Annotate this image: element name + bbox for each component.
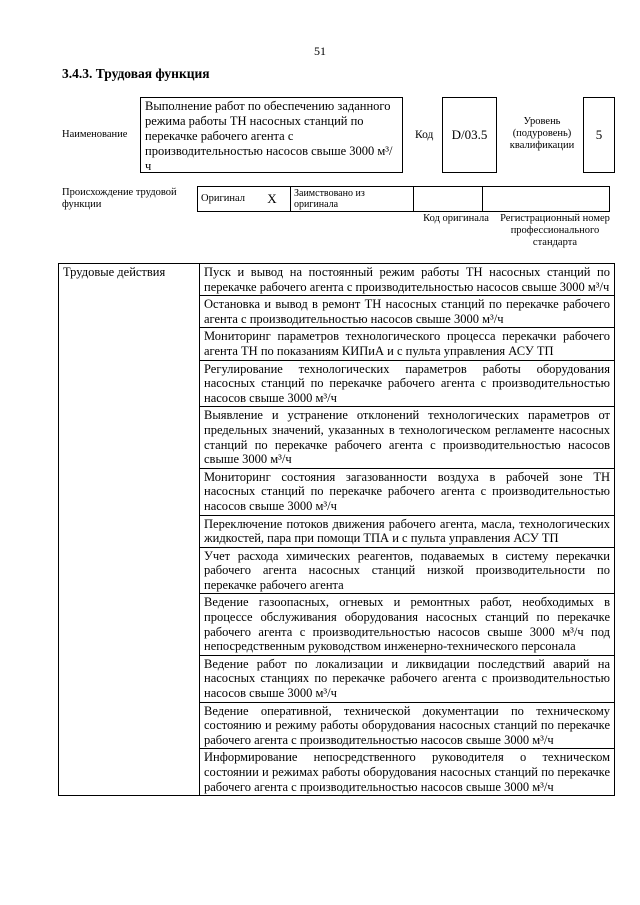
function-name-value: Выполнение работ по обеспечению заданного режима работы ТН насосных станций по перекачке рабочего агента с производительностью насосов свыше 3000 м³/ч xyxy=(140,97,403,173)
origin-code-cell xyxy=(414,187,483,212)
labor-action-item: Регулирование технологических параметров работы оборудования насосных станций по перекачке рабочего агента с производительностью насосов свыше 3000 м³/ч xyxy=(200,360,615,407)
labor-action-item: Пуск и вывод на постоянный режим работы ТН насосных станций по перекачке рабочего агента с производительностью насосов свыше 3000 м³/ч xyxy=(200,264,615,296)
labor-action-item: Мониторинг состояния загазованности воздуха в рабочей зоне ТН насосных станций по перекачке рабочего агента с производительностью насосов свыше 3000 м³/ч xyxy=(200,468,615,515)
level-label: Уровень (подуровень) квалификации xyxy=(509,116,575,151)
origin-reg-cell xyxy=(483,187,610,212)
labor-actions-label: Трудовые действия xyxy=(59,264,200,796)
labor-action-item: Учет расхода химических реагентов, подаваемых в систему перекачки рабочего агента насосных станций низкой производительности по перекачке рабочего агента xyxy=(200,547,615,594)
labor-action-item: Мониторинг параметров технологического процесса перекачки рабочего агента ТН по показаниям КИПиА и с пульта управления АСУ ТП xyxy=(200,328,615,360)
code-label: Код xyxy=(415,129,434,141)
labor-action-item: Ведение оперативной, технической документации по техническому состоянию и режиму работы оборудования насосных станций по перекачке рабочего агента с производительностью насосов свыше 3000 м³/ч xyxy=(200,702,615,749)
page-number: 51 xyxy=(314,44,326,58)
origin-reg-caption: Регистрационный номер профессионального стандарта xyxy=(500,213,610,248)
original-mark: X xyxy=(254,187,291,212)
labor-action-row xyxy=(59,264,615,296)
code-value: D/03.5 xyxy=(442,97,497,173)
original-label: Оригинал xyxy=(198,187,255,212)
name-label: Наименование xyxy=(62,129,128,140)
origin-code-caption: Код оригинала xyxy=(423,213,489,224)
origin-table xyxy=(197,186,610,212)
labor-action-item: Остановка и вывод в ремонт ТН насосных станций по перекачке рабочего агента с производительностью насосов свыше 3000 м³/ч xyxy=(200,296,615,328)
labor-action-item: Ведение работ по локализации и ликвидации последствий аварий на насосных станциях по перекачке рабочего агента с производительностью насосов свыше 3000 м³/ч xyxy=(200,655,615,702)
origin-label: Происхождение трудовой функции xyxy=(62,187,177,210)
borrowed-label: Заимствовано из оригинала xyxy=(291,187,414,212)
section-title: 3.4.3. Трудовая функция xyxy=(62,66,210,81)
labor-action-item: Ведение газоопасных, огневых и ремонтных работ, необходимых в процессе обслуживания оборудования насосных станций по перекачке рабочего агента с производительностью насосов свыше 3000 м³/ч под непосредственным руководством инженерно-технического персонала xyxy=(200,594,615,655)
labor-action-item: Выявление и устранение отклонений технологических параметров от предельных значений, указанных в технологическом регламенте насосных станций по перекачке рабочего агента с производительностью насосов свыше 3000 м³/ч xyxy=(200,407,615,468)
labor-actions-table xyxy=(58,263,615,796)
labor-action-item: Переключение потоков движения рабочего агента, масла, технологических жидкостей, пара при помощи ТПА и с пульта управления АСУ ТП xyxy=(200,515,615,547)
labor-action-item: Информирование непосредственного руководителя о техническом состоянии и режимах работы оборудования насосных станций по перекачке рабочего агента с производительностью насосов свыше 3000 м³/ч xyxy=(200,749,615,796)
level-value: 5 xyxy=(583,97,615,173)
